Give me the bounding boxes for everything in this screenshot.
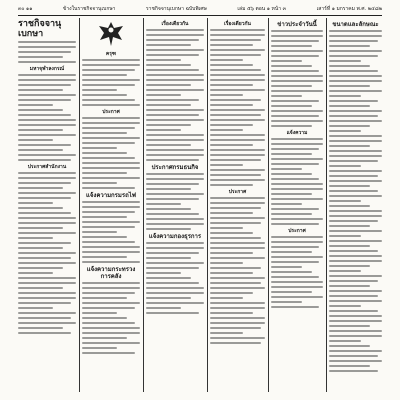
- column-5: [271, 18, 323, 392]
- column-5-text-b: [271, 138, 323, 225]
- page-header: [18, 4, 382, 14]
- column-1-text-a: [18, 41, 76, 63]
- column-1-heading-a: มหาจุฬาลงกรณ์: [29, 66, 65, 72]
- column-1-heading-b: ประกาศสำนักงาน: [27, 164, 67, 170]
- column-divider: [326, 18, 327, 392]
- column-6-heading-a: ขนาดและลักษณะ: [332, 21, 379, 28]
- column-3-heading-c: แจ้งความกองธุรการ: [148, 233, 202, 240]
- header-date: เสาร์ที่ ๑ มกราคม พ.ศ. ๒๔๘๒: [316, 6, 382, 12]
- column-5-heading-b: แจ้งความ: [286, 130, 308, 136]
- column-6-text-a: [329, 30, 382, 372]
- column-3-heading-a: เรื่องเดียวกัน: [161, 21, 189, 27]
- column-3: [146, 18, 204, 392]
- column-divider: [207, 18, 208, 392]
- header-left-text: ข้างในราชกิจจานุเบกษา: [62, 6, 116, 12]
- header-center-text: ราชกิจจานุเบกษา ฉบับพิเศษ: [145, 6, 207, 12]
- column-2: [82, 18, 140, 392]
- column-4-heading-a: เรื่องเดียวกัน: [224, 21, 251, 27]
- column-5-heading-a: ข่าวประจำวันนี้: [277, 21, 317, 28]
- column-5-text-a: [271, 30, 323, 127]
- column-divider: [268, 18, 269, 392]
- column-4-text-b: [210, 197, 265, 344]
- column-2-heading-b: แจ้งความกรมรถไฟ: [86, 192, 136, 199]
- column-3-text-a: [146, 29, 204, 161]
- column-4-text-a: [210, 29, 265, 186]
- column-2-heading-a: ประกาศ: [102, 109, 120, 115]
- column-5-text-c: [271, 236, 323, 308]
- header-rule: [18, 15, 382, 16]
- masthead: ราชกิจจานุเบกษา: [18, 19, 62, 39]
- column-1: [18, 18, 76, 392]
- emblem-caption: ครุฑ: [105, 51, 117, 57]
- header-right-text: เล่ม ๕๖ ตอน ๑ หน้า ๓: [237, 6, 287, 12]
- column-5-heading-c: ประกาศ: [288, 228, 306, 234]
- column-3-text-b: [146, 173, 204, 230]
- column-2-heading-c: แจ้งความกระทรวงการคลัง: [86, 266, 136, 280]
- column-1-text-b: [18, 74, 76, 161]
- garuda-emblem-icon: [96, 20, 126, 48]
- column-4: [210, 18, 265, 392]
- column-2-text-b: [82, 117, 140, 189]
- column-2-text-d: [82, 282, 140, 354]
- column-3-heading-b: ประกาศกรมธนกิจ: [151, 164, 199, 171]
- column-1-text-c: [18, 172, 76, 334]
- column-6: [329, 18, 382, 392]
- column-divider: [143, 18, 144, 392]
- column-2-text-c: [82, 201, 140, 263]
- column-divider: [79, 18, 80, 392]
- header-page-number: ๓๐ ๑๑: [18, 6, 33, 12]
- column-2-text-a: [82, 59, 140, 106]
- column-3-text-c: [146, 242, 204, 314]
- column-4-heading-b: ประกาศ: [228, 189, 247, 195]
